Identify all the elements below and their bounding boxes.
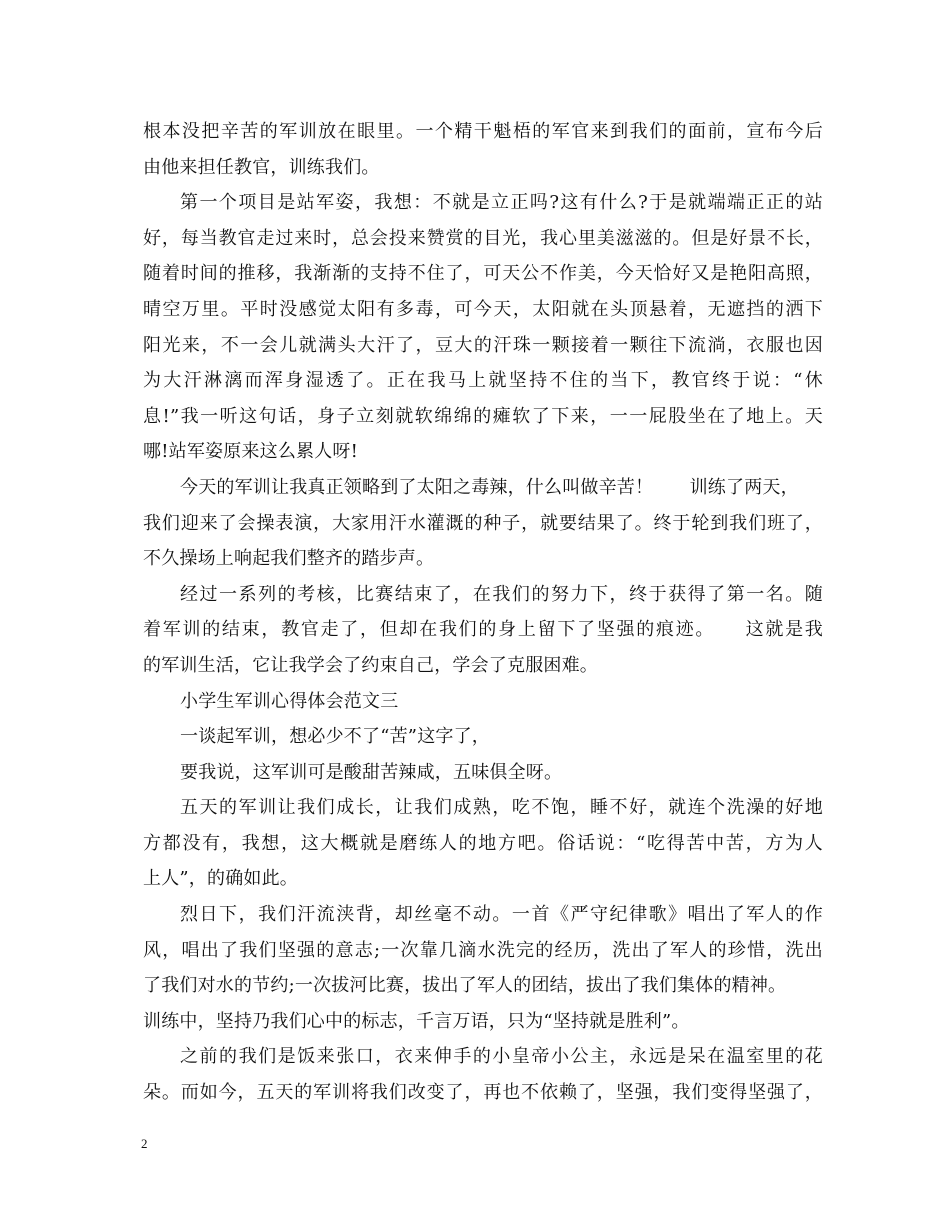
text-line: 随着时间的推移，我渐渐的支持不住了，可天公不作美，今天恰好又是艳阳高照， <box>143 263 823 285</box>
text-line: 为大汗淋漓而浑身湿透了。正在我马上就坚持不住的当下，教官终于说：“休 <box>143 370 823 392</box>
text-line: 息!”我一听这句话，身子立刻就软绵绵的瘫软了下来，一一屁股坐在了地上。天 <box>143 405 823 427</box>
text-line: 好，每当教官走过来时，总会投来赞赏的目光，我心里美滋滋的。但是好景不长， <box>143 227 823 249</box>
text-line: 上人”，的确如此。 <box>143 868 299 890</box>
text-line: 晴空万里。平时没感觉太阳有多毒，可今天，太阳就在头顶悬着，无遮挡的洒下 <box>143 298 823 320</box>
text-line: 着军训的结束，教官走了，但却在我们的身上留下了坚强的痕迹。 这就是我 <box>143 619 823 641</box>
text-line: 哪!站军姿原来这么累人呀! <box>143 441 359 463</box>
text-line: 第一个项目是站军姿，我想：不就是立正吗?这有什么?于是就端端正正的站 <box>180 192 823 214</box>
page-number: 2 <box>141 1136 148 1151</box>
text-line: 一谈起军训，想必少不了“苦”这字了， <box>180 726 491 748</box>
body-text <box>143 114 823 1111</box>
text-line: 五天的军训让我们成长，让我们成熟，吃不饱，睡不好，就连个洗澡的好地 <box>180 797 823 819</box>
text-line: 根本没把辛苦的军训放在眼里。一个精干魁梧的军官来到我们的面前，宣布今后 <box>143 121 823 142</box>
text-line: 的军训生活，它让我学会了约束自己，学会了克服困难。 <box>143 654 598 676</box>
text-line: 不久操场上响起我们整齐的踏步声。 <box>143 548 435 570</box>
text-line: 方都没有，我想，这大概就是磨练人的地方吧。俗话说：“吃得苦中苦，方为人 <box>143 832 823 854</box>
text-line: 由他来担任教官，训练我们。 <box>143 156 380 178</box>
text-line: 了我们对水的节约;一次拔河比赛，拔出了军人的团结，拔出了我们集体的精神。 <box>143 975 787 997</box>
text-line: 阳光来，不一会儿就满头大汗了，豆大的汗珠一颗接着一颗往下流淌，衣服也因 <box>143 334 823 356</box>
text-line: 小学生军训心得体会范文三 <box>180 690 399 712</box>
text-line: 我们迎来了会操表演，大家用汗水灌溉的种子，就要结果了。终于轮到我们班了， <box>143 512 823 534</box>
text-line: 风，唱出了我们坚强的意志;一次靠几滴水洗完的经历，洗出了军人的珍惜，洗出 <box>143 939 823 961</box>
text-line: 今天的军训让我真正领略到了太阳之毒辣，什么叫做辛苦！ 训练了两天， <box>180 476 799 498</box>
text-line: 训练中，坚持乃我们心中的标志，千言万语，只为“坚持就是胜利”。 <box>143 1010 690 1032</box>
text-line: 要我说，这军训可是酸甜苦辣咸，五味俱全呀。 <box>180 761 563 783</box>
text-line: 烈日下，我们汗流浃背，却丝毫不动。一首《严守纪律歌》唱出了军人的作 <box>180 904 823 926</box>
text-line: 经过一系列的考核，比赛结束了，在我们的努力下，终于获得了第一名。随 <box>180 583 823 605</box>
text-line: 朵。而如今，五天的军训将我们改变了，再也不依赖了，坚强，我们变得坚强了， <box>143 1082 823 1104</box>
text-line: 之前的我们是饭来张口，衣来伸手的小皇帝小公主，永远是呆在温室里的花 <box>180 1046 823 1068</box>
